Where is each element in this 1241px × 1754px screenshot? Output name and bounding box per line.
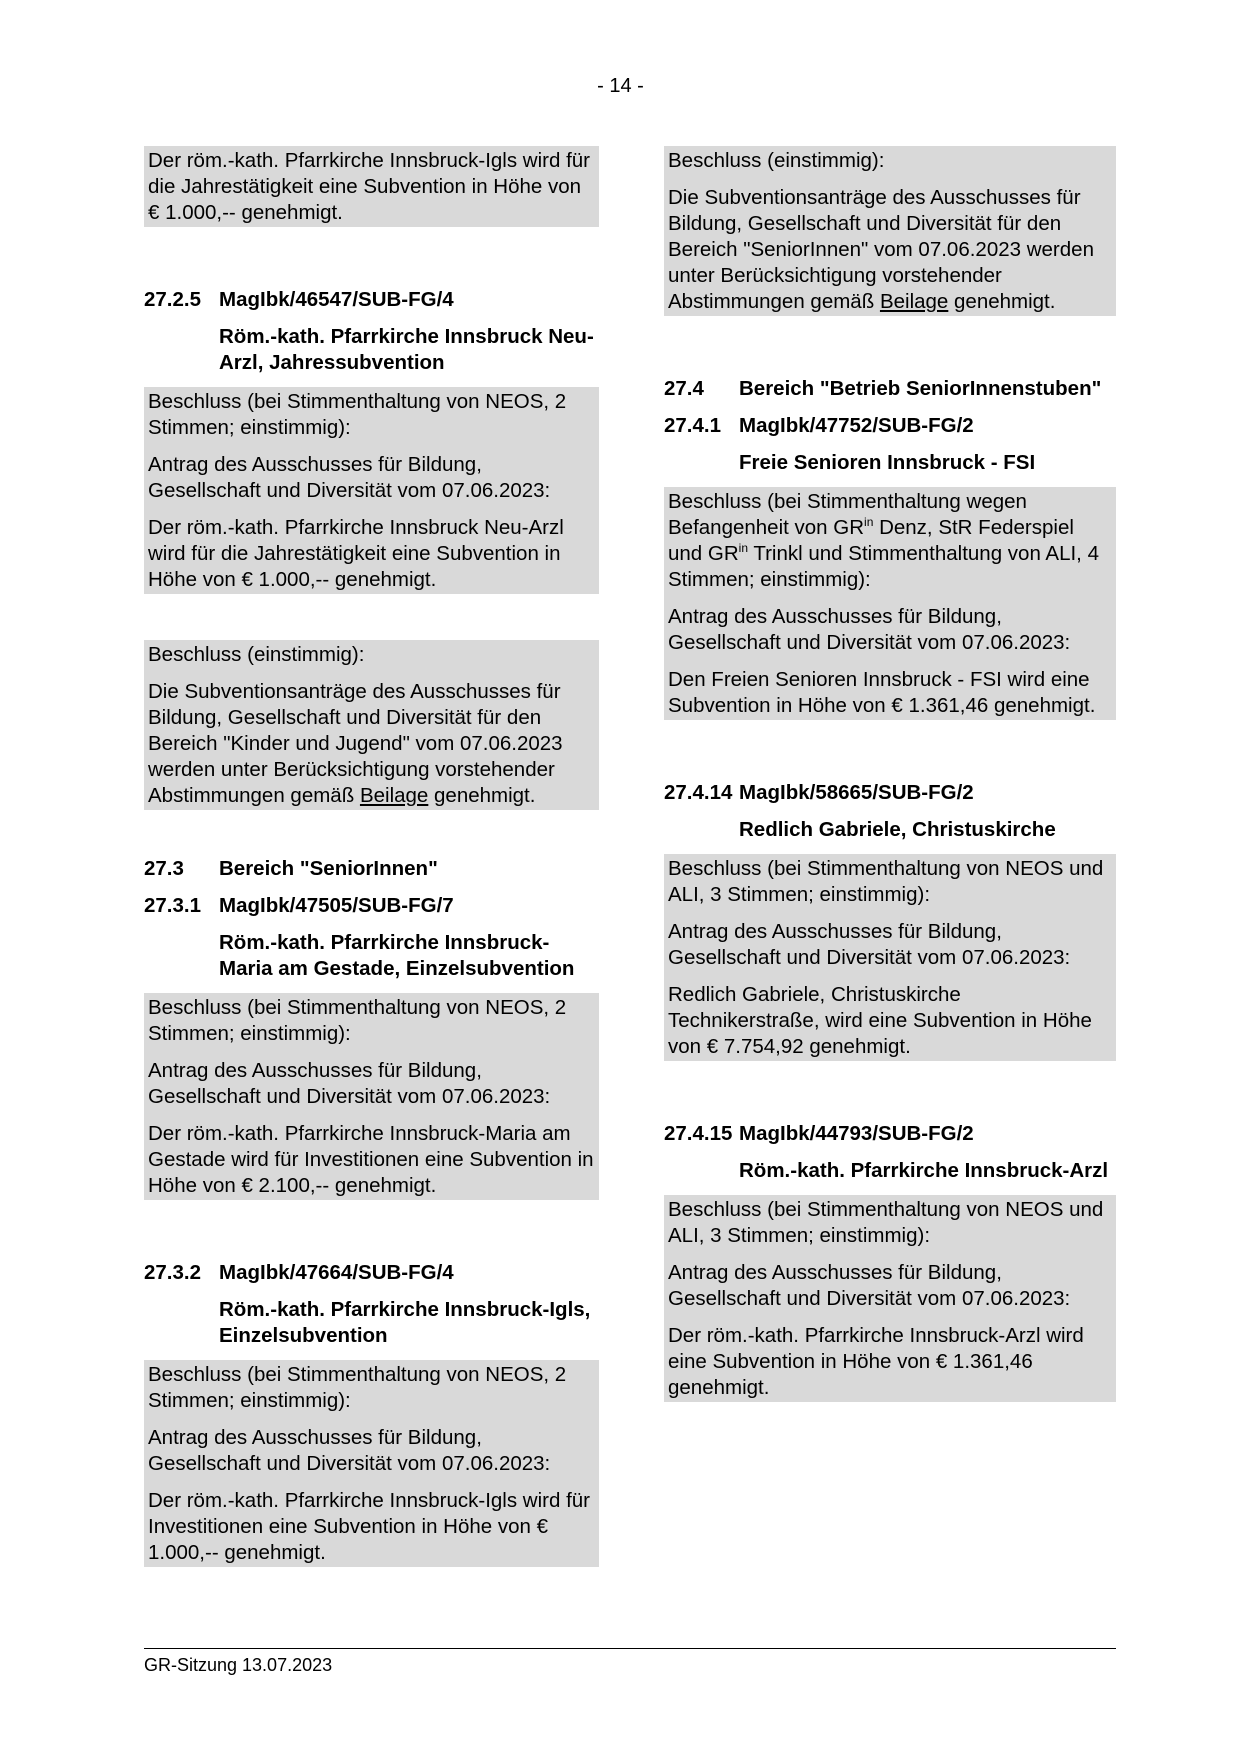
file-code: MagIbk/58665/SUB-FG/2 xyxy=(739,781,974,804)
beilage-link[interactable]: Beilage xyxy=(879,290,949,313)
decision-box xyxy=(144,387,599,594)
decision-vote: Beschluss (bei Stimmenthaltung von NEOS, 2 Stimmen; einstimmig): xyxy=(148,390,567,439)
decision-text: Redlich Gabriele, Christuskirche Technikerstraße, wird eine Subvention in Höhe von € 7.754,92 genehmigt. xyxy=(668,983,1092,1058)
decision-vote: Beschluss (bei Stimmenthaltung wegen Befangenheit von $GR^{in}$ Denz, StR Federspiel und $GR^{in}$ Trinkl und Stimmenthaltung von ALI, 4 Stimmen; einstimmig): xyxy=(668,490,1099,591)
section-heading-27-2-5: 27.2.5 MagIbk/46547/SUB-FG/4 xyxy=(144,287,599,313)
page-number: - 14 - xyxy=(597,75,644,97)
section-title: Röm.-kath. Pfarrkirche Innsbruck Neu-Arzl, Jahressubvention xyxy=(219,325,594,374)
file-code: MagIbk/47505/SUB-FG/7 xyxy=(219,894,454,917)
motion-text: Antrag des Ausschusses für Bildung, Gesellschaft und Diversität vom 07.06.2023: xyxy=(668,920,1071,969)
file-code: MagIbk/47664/SUB-FG/4 xyxy=(219,1261,454,1284)
section-heading-27-3: 27.3 Bereich "SeniorInnen" xyxy=(144,857,438,880)
left-column xyxy=(144,146,599,1567)
file-code: MagIbk/46547/SUB-FG/4 xyxy=(219,288,454,311)
footer-text: GR-Sitzung 13.07.2023 xyxy=(144,1655,333,1675)
motion-text: Antrag des Ausschusses für Bildung, Gesellschaft und Diversität vom 07.06.2023: xyxy=(148,1059,551,1108)
footer-divider xyxy=(144,1648,1116,1649)
decision-vote: Beschluss (bei Stimmenthaltung von NEOS und ALI, 3 Stimmen; einstimmig): xyxy=(668,857,1104,906)
decision-vote: Beschluss (einstimmig): xyxy=(668,149,885,172)
section-title: Röm.-kath. Pfarrkirche Innsbruck-Arzl xyxy=(739,1159,1109,1182)
decision-text: Der röm.-kath. Pfarrkirche Innsbruck-Arzl wird eine Subvention in Höhe von € 1.361,46 genehmigt. xyxy=(668,1324,1084,1399)
section-title: Freie Senioren Innsbruck - FSI xyxy=(739,451,1036,474)
section-heading-27-4: 27.4 Bereich "Betrieb SeniorInnenstuben" xyxy=(664,377,1102,400)
summary-decision-box xyxy=(664,146,1116,316)
motion-text: Antrag des Ausschusses für Bildung, Gesellschaft und Diversität vom 07.06.2023: xyxy=(668,1261,1071,1310)
decision-box xyxy=(144,1360,599,1567)
decision-text: Den Freien Senioren Innsbruck - FSI wird eine Subvention in Höhe von € 1.361,46 genehmigt. xyxy=(668,668,1096,717)
file-code: MagIbk/44793/SUB-FG/2 xyxy=(739,1122,974,1145)
section-title: Röm.-kath. Pfarrkirche Innsbruck-Igls, Einzelsubvention xyxy=(219,1298,591,1347)
right-column xyxy=(664,146,1116,1402)
decision-vote: Beschluss (bei Stimmenthaltung von NEOS und ALI, 3 Stimmen; einstimmig): xyxy=(668,1198,1104,1247)
section-heading-27-4-15: 27.4.15 MagIbk/44793/SUB-FG/2 xyxy=(664,1121,1116,1147)
decision-box xyxy=(144,993,599,1200)
section-heading-27-3-2: 27.3.2 MagIbk/47664/SUB-FG/4 xyxy=(144,1260,599,1286)
section-title: Röm.-kath. Pfarrkirche Innsbruck-Maria am Gestade, Einzelsubvention xyxy=(219,931,575,980)
decision-text: Die Subventionsanträge des Ausschusses für Bildung, Gesellschaft und Diversität für den Bereich "Kinder und Jugend" vom 07.06.2023 werden unter Berücksichtigung vorstehender Abstimmungen gemäß Beilage genehmigt. xyxy=(148,680,563,807)
summary-decision-box xyxy=(144,640,599,810)
section-heading-27-4-14: 27.4.14 MagIbk/58665/SUB-FG/2 xyxy=(664,780,1116,806)
decision-vote: Beschluss (bei Stimmenthaltung von NEOS, 2 Stimmen; einstimmig): xyxy=(148,996,567,1045)
decision-text: Die Subventionsanträge des Ausschusses für Bildung, Gesellschaft und Diversität für den Bereich "SeniorInnen" vom 07.06.2023 werden unter Berücksichtigung vorstehender Abstimmungen gemäß Beilage genehmigt. xyxy=(668,186,1094,313)
decision-text: Der röm.-kath. Pfarrkirche Innsbruck-Maria am Gestade wird für Investitionen eine Subvention in Höhe von € 2.100,-- genehmigt. xyxy=(148,1122,594,1197)
beilage-link[interactable]: Beilage xyxy=(359,784,429,807)
decision-vote: Beschluss (bei Stimmenthaltung von NEOS, 2 Stimmen; einstimmig): xyxy=(148,1363,567,1412)
decision-text: Der röm.-kath. Pfarrkirche Innsbruck-Igls wird für die Jahrestätigkeit eine Subvention in Höhe von € 1.000,-- genehmigt. xyxy=(148,149,591,224)
decision-text: Der röm.-kath. Pfarrkirche Innsbruck-Igls wird für Investitionen eine Subvention in Höhe von € 1.000,-- genehmigt. xyxy=(148,1489,591,1564)
file-code: MagIbk/47752/SUB-FG/2 xyxy=(739,414,974,437)
section-heading-27-4-1: 27.4.1 MagIbk/47752/SUB-FG/2 xyxy=(664,413,1116,439)
decision-text: Der röm.-kath. Pfarrkirche Innsbruck Neu-Arzl wird für die Jahrestätigkeit eine Subvention in Höhe von € 1.000,-- genehmigt. xyxy=(148,516,564,591)
decision-box xyxy=(664,854,1116,1061)
decision-box xyxy=(664,487,1116,720)
decision-vote: Beschluss (einstimmig): xyxy=(148,643,365,666)
decision-box xyxy=(144,146,599,227)
motion-text: Antrag des Ausschusses für Bildung, Gesellschaft und Diversität vom 07.06.2023: xyxy=(148,453,551,502)
section-heading-27-3-1: 27.3.1 MagIbk/47505/SUB-FG/7 xyxy=(144,893,599,919)
section-title: Redlich Gabriele, Christuskirche xyxy=(739,818,1056,841)
motion-text: Antrag des Ausschusses für Bildung, Gesellschaft und Diversität vom 07.06.2023: xyxy=(148,1426,551,1475)
decision-box xyxy=(664,1195,1116,1402)
motion-text: Antrag des Ausschusses für Bildung, Gesellschaft und Diversität vom 07.06.2023: xyxy=(668,605,1071,654)
